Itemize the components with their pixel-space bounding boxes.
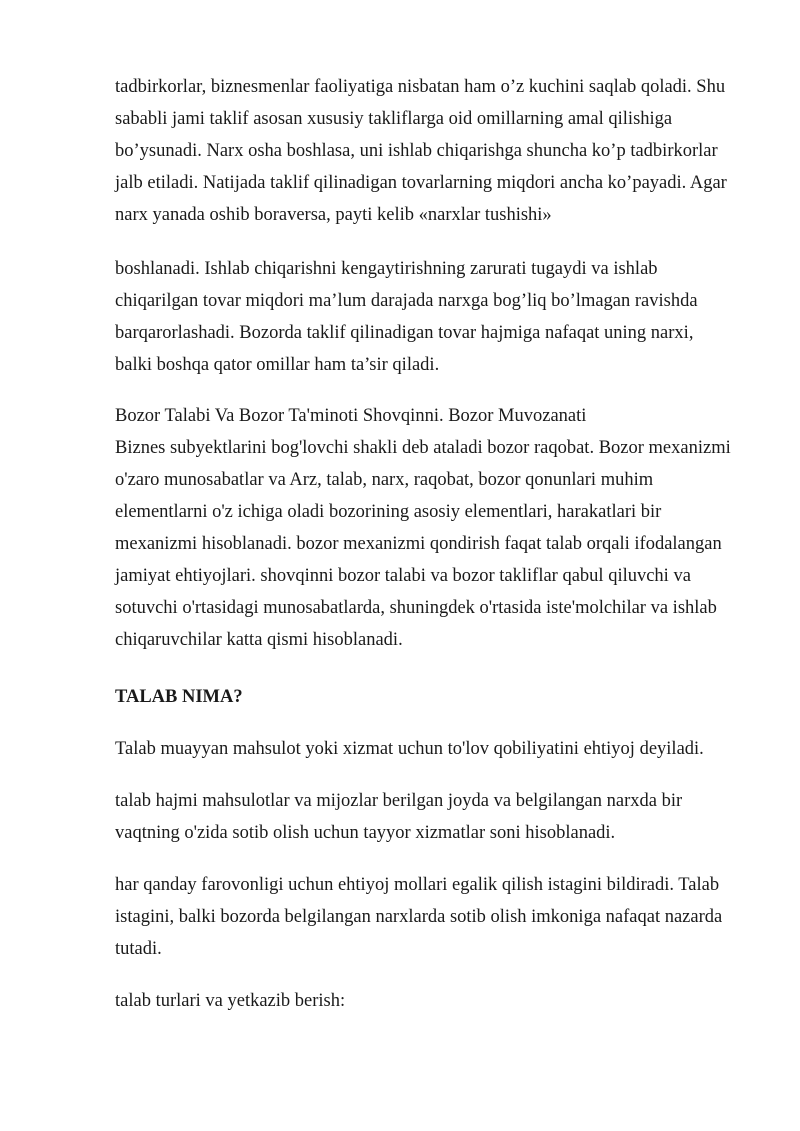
text-line: jalb etiladi. Natijada taklif qilinadigan tovarlarning miqdori ancha ko’payadi. Agar <box>115 173 727 193</box>
text-line: chiqarilgan tovar miqdori ma’lum darajada narxga bog’liq bo’lmagan ravishda <box>115 291 698 311</box>
text-line: chiqaruvchilar katta qismi hisoblanadi. <box>115 630 403 650</box>
text-line: barqarorlashadi. Bozorda taklif qilinadigan tovar hajmiga nafaqat uning narxi, <box>115 323 694 343</box>
text-line: o'zaro munosabatlar va Arz, talab, narx, raqobat, bozor qonunlari muhim <box>115 470 654 490</box>
text-line: elementlarni o'z ichiga oladi bozorining asosiy elementlari, harakatlari bir <box>115 502 662 522</box>
text-line: mexanizmi hisoblanadi. bozor mexanizmi qondirish faqat talab orqali ifodalangan <box>115 534 722 554</box>
text-line: istagini, balki bozorda belgilangan narxlarda sotib olish imkoniga nafaqat nazarda <box>115 907 723 927</box>
section-title: Bozor Talabi Va Bozor Ta'minoti Shovqinni. Bozor Muvozanati <box>115 406 587 426</box>
text-line: narx yanada oshib boraversa, payti kelib «narxlar tushishi» <box>115 205 552 225</box>
text-line: boshlanadi. Ishlab chiqarishni kengaytirishning zarurati tugaydi va ishlab <box>115 259 658 279</box>
paragraph-6 <box>115 869 755 965</box>
text-line: talab hajmi mahsulotlar va mijozlar berilgan joyda va belgilangan narxda bir <box>115 791 683 811</box>
text-line: bo’ysunadi. Narx osha boshlasa, uni ishlab chiqarishga shuncha ko’p tadbirkorlar <box>115 141 718 161</box>
paragraph-7 <box>115 985 755 1017</box>
text-line: balki boshqa qator omillar ham ta’sir qiladi. <box>115 355 440 375</box>
text-line: jamiyat ehtiyojlari. shovqinni bozor talabi va bozor takliflar qabul qiluvchi va <box>115 566 691 586</box>
text-line: sotuvchi o'rtasidagi munosabatlarda, shuningdek o'rtasida iste'molchilar va ishlab <box>115 598 717 618</box>
section-block <box>115 400 755 656</box>
text-line: har qanday farovonligi uchun ehtiyoj mollari egalik qilish istagini bildiradi. Talab <box>115 875 720 895</box>
paragraph-1 <box>115 71 755 231</box>
text-line: tutadi. <box>115 939 162 959</box>
text-line: Biznes subyektlarini bog'lovchi shakli deb ataladi bozor raqobat. Bozor mexanizmi <box>115 438 731 458</box>
text-line: sababli jami taklif asosan xususiy takliflarga oid omillarning amal qilishiga <box>115 109 673 129</box>
text-line: Talab muayyan mahsulot yoki xizmat uchun to'lov qobiliyatini ehtiyoj deyiladi. <box>115 739 704 759</box>
text-line: vaqtning o'zida sotib olish uchun tayyor xizmatlar soni hisoblanadi. <box>115 823 616 843</box>
paragraph-2 <box>115 253 755 381</box>
paragraph-5 <box>115 785 755 849</box>
heading-block <box>115 681 755 713</box>
heading: TALAB NIMA? <box>115 687 243 707</box>
paragraph-4 <box>115 733 755 765</box>
text-line: talab turlari va yetkazib berish: <box>115 991 346 1011</box>
text-line: tadbirkorlar, biznesmenlar faoliyatiga nisbatan ham o’z kuchini saqlab qoladi. Shu <box>115 77 726 97</box>
